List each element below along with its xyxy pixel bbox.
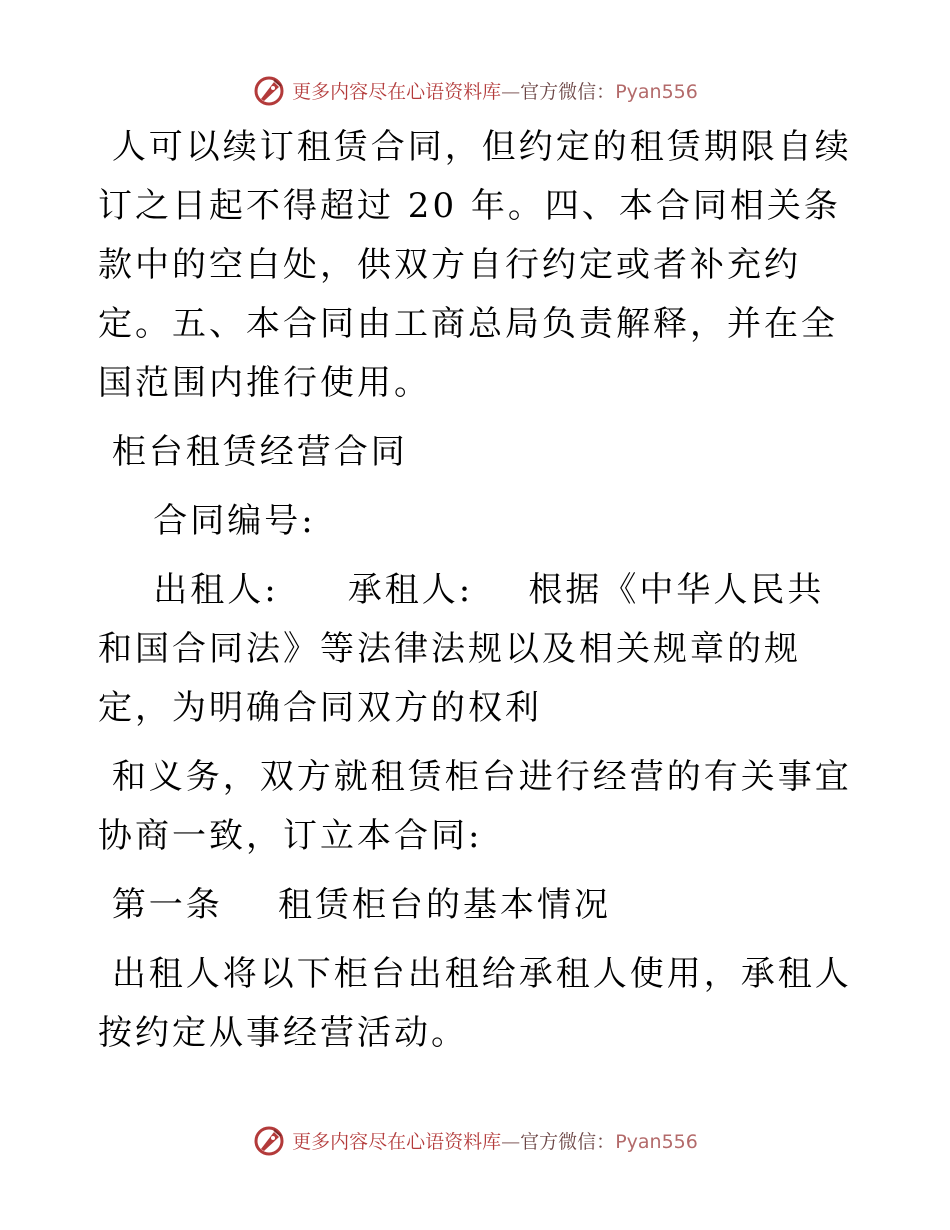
- header-watermark-banner: [0, 70, 950, 110]
- footer-watermark-banner: [0, 1120, 950, 1160]
- banner-wechat-id: Pyan556: [615, 80, 698, 103]
- obligations-paragraph: 和义务，双方就租赁柜台进行经营的有关事宜协商一致，订立本合同:: [98, 757, 852, 856]
- banner-separator: —: [501, 80, 521, 103]
- pen-nib-circle-icon: [252, 1123, 286, 1157]
- banner-wechat-label: 官方微信：: [520, 80, 616, 103]
- article-one-heading: 第一条 租赁柜台的基本情况: [98, 885, 612, 925]
- article-one-paragraph: 出租人将以下柜台出租给承租人使用，承租人按约定从事经营活动。: [98, 954, 852, 1053]
- pen-nib-circle-icon: [252, 73, 286, 107]
- banner-separator: —: [501, 1130, 521, 1153]
- contract-title: 柜台租赁经营合同: [98, 432, 408, 472]
- banner-wechat-id: Pyan556: [615, 1130, 698, 1153]
- banner-site-name: 更多内容尽在心语资料库: [292, 1130, 502, 1153]
- banner-wechat-label: 官方微信：: [520, 1130, 616, 1153]
- banner-site-name: 更多内容尽在心语资料库: [292, 80, 502, 103]
- paragraph-renewal-terms: 人可以续订租赁合同，但约定的租赁期限自续订之日起不得超过 20 年。四、本合同相关条款中的空白处，供双方自行约定或者补充约定。五、本合同由工商总局负责解释，并在全国范围内推行使用。: [98, 127, 852, 403]
- document-body: [98, 118, 858, 1063]
- parties-paragraph: 出租人: 承租人: 根据《中华人民共和国合同法》等法律法规以及相关规章的规定，为明确合同双方的权利: [98, 570, 825, 728]
- contract-number-line: 合同编号:: [98, 501, 316, 541]
